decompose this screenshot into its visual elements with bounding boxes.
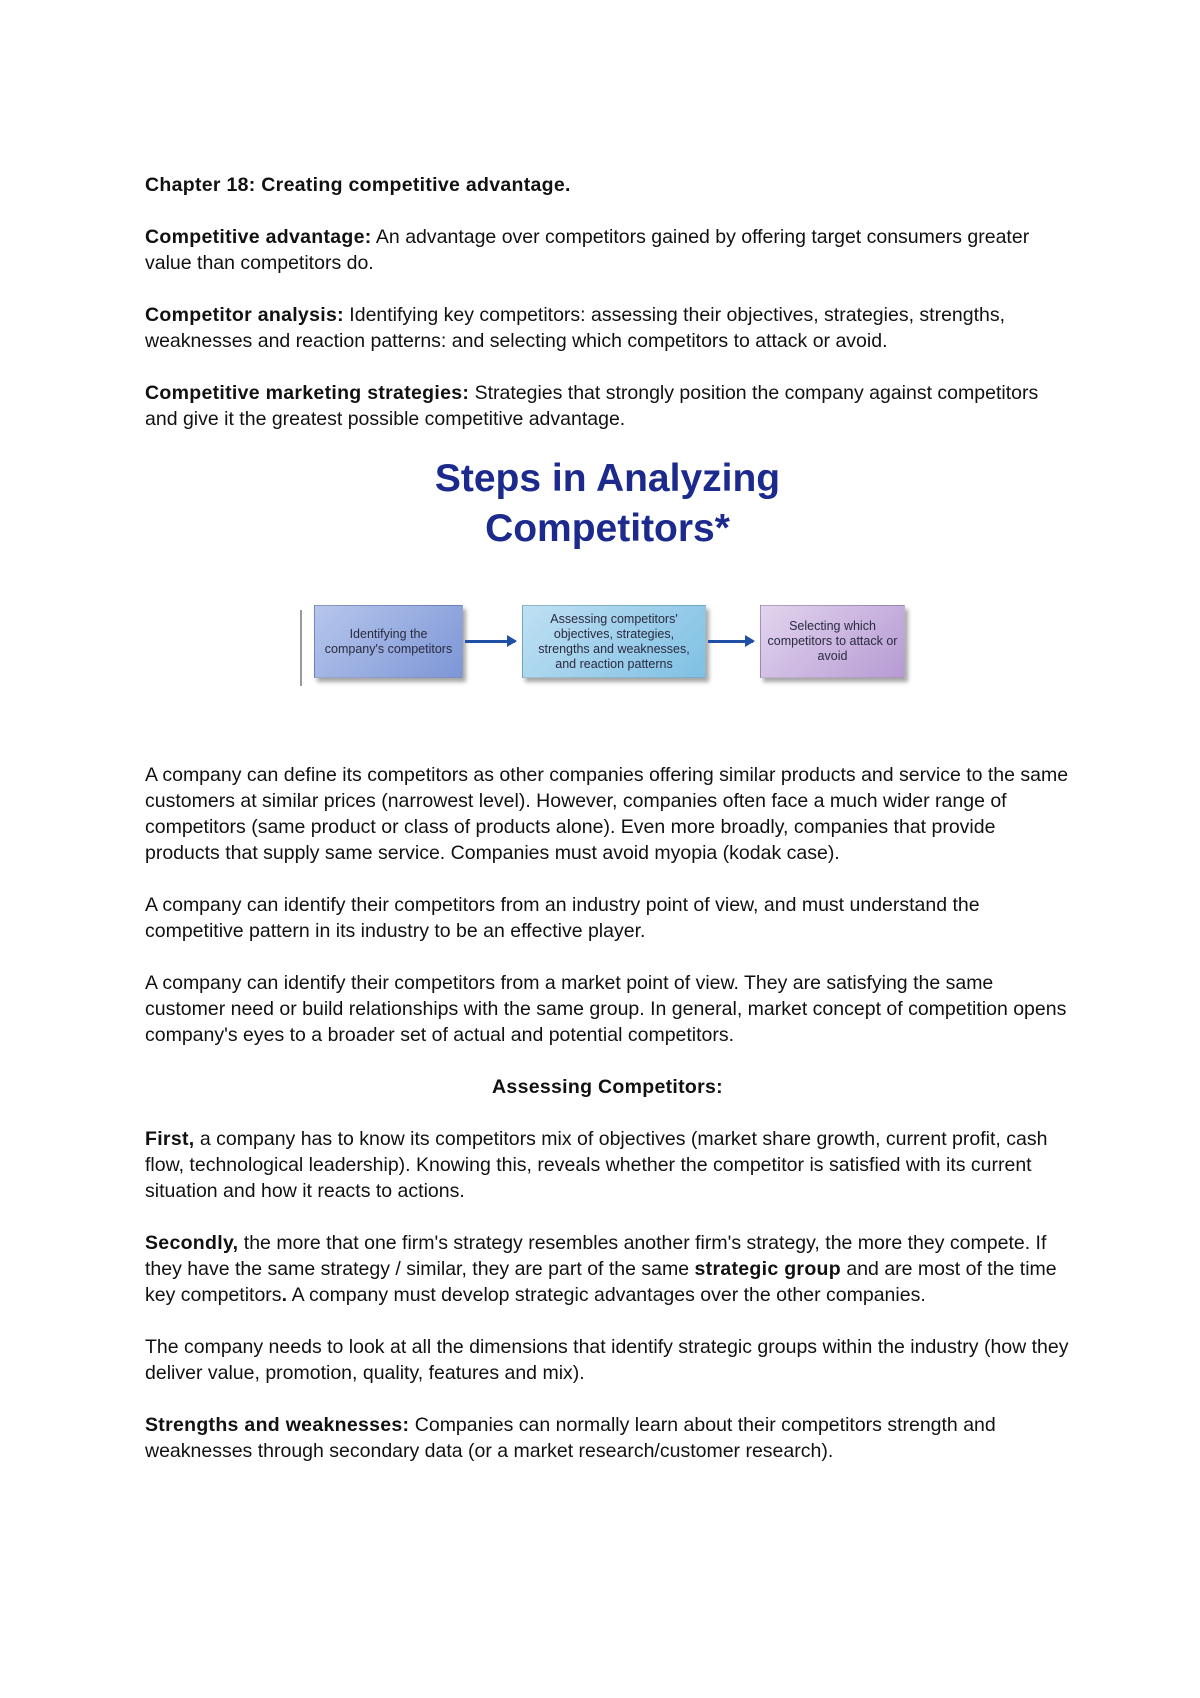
paragraph-industry-view: A company can identify their competitors from an industry point of view, and must understand the competitive pattern in its industry to be an effective player.	[145, 894, 980, 942]
definition-text: Strategies that strongly position the company against competitors and give it the greatest possible competitive advantage.	[145, 382, 1039, 430]
figure-title-line2: Competitors*	[485, 507, 730, 550]
lead-word: Secondly,	[145, 1232, 239, 1254]
step-box-identify	[314, 605, 463, 678]
strategic-group-term: strategic group	[694, 1258, 841, 1280]
paragraph-secondly: Secondly, the more that one firm's strategy resembles another firm's strategy, the more they compete. If they have the same strategy / similar, they are part of the same strategic group and are most of the time key competitors. A company must develop strategic advantages over the other companies.	[145, 1232, 1057, 1306]
step-box-select	[760, 605, 905, 678]
definition-competitive-marketing-strategies	[145, 380, 1070, 432]
definition-term: Competitive marketing strategies:	[145, 382, 470, 404]
lead-word: First,	[145, 1128, 195, 1150]
figure-title-line1: Steps in Analyzing	[434, 457, 781, 500]
paragraph-dimensions: The company needs to look at all the dimensions that identify strategic groups within the industry (how they deliver value, promotion, quality, features and mix).	[145, 1336, 1069, 1384]
arrow-right-icon	[708, 640, 753, 643]
section-heading: Assessing Competitors:	[492, 1076, 723, 1098]
chapter-heading: Chapter 18: Creating competitive advantage.	[145, 174, 571, 196]
step-box-assess	[522, 605, 706, 678]
figure-left-rule	[300, 610, 302, 686]
definition-text: An advantage over competitors gained by offering target consumers greater value than competitors do.	[145, 226, 1030, 274]
definition-competitor-analysis	[145, 302, 1070, 354]
step-label: Assessing competitors' objectives, strategies, strengths and weaknesses, and reaction patterns	[538, 611, 690, 671]
definition-competitive-advantage	[145, 224, 1070, 276]
paragraph-define-competitors: A company can define its competitors as other companies offering similar products and service to the same customers at similar prices (narrowest level). However, companies often face a much wider range of competitors (same product or class of products alone). Even more broadly, companies that provide products that supply same service. Companies must avoid myopia (kodak case).	[145, 764, 1069, 864]
paragraph-market-view: A company can identify their competitors from a market point of view. They are satisfying the same customer need or build relationships with the same group. In general, market concept of competition opens company's eyes to a broader set of actual and potential competitors.	[145, 972, 1067, 1046]
paragraph-first: First, a company has to know its competitors mix of objectives (market share growth, current profit, cash flow, technological leadership). Knowing this, reveals whether the competitor is satisfied with its current situation and how it reacts to actions.	[145, 1128, 1048, 1202]
lead-word: Strengths and weaknesses:	[145, 1414, 410, 1436]
document-body	[145, 172, 1070, 1490]
definition-term: Competitive advantage:	[145, 226, 372, 248]
definition-term: Competitor analysis:	[145, 304, 344, 326]
step-label: Selecting which competitors to attack or avoid	[767, 619, 898, 663]
step-label: Identifying the company's competitors	[324, 626, 453, 656]
steps-figure	[145, 432, 1070, 762]
definition-text: Identifying key competitors: assessing their objectives, strategies, strengths, weaknesses and reaction patterns: and selecting which competitors to attack or avoid.	[145, 304, 1006, 352]
arrow-right-icon	[465, 640, 515, 643]
paragraph-strengths: Strengths and weaknesses: Companies can normally learn about their competitors strength and weaknesses through secondary data (or a market research/customer research).	[145, 1414, 996, 1462]
